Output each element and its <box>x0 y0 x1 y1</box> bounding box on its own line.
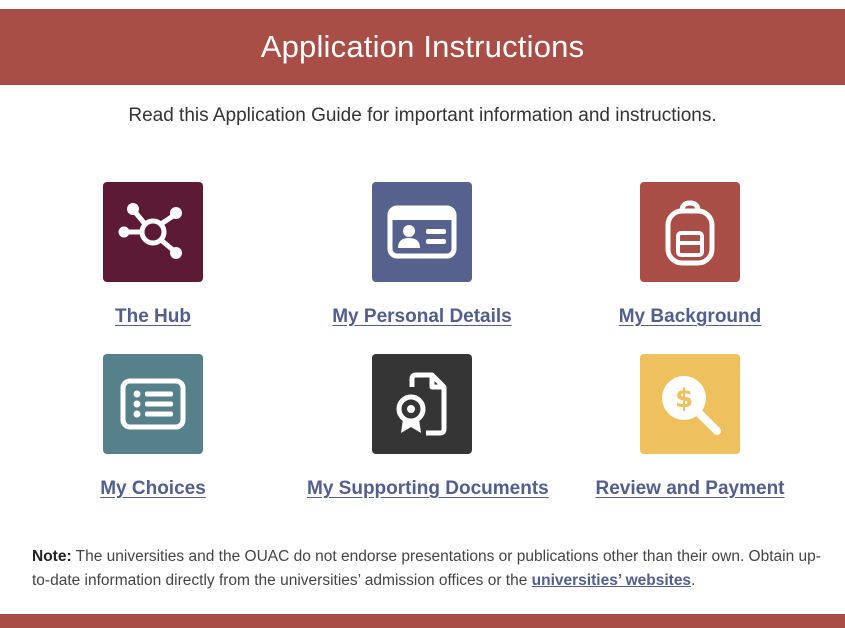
dollar-search-icon <box>655 369 725 439</box>
page-title: Application Instructions <box>260 29 585 64</box>
backpack-icon <box>660 197 720 267</box>
the-hub-link[interactable]: The Hub <box>115 306 191 327</box>
hub-network-icon <box>115 194 191 270</box>
page-header <box>0 9 845 85</box>
footer-bar <box>0 614 845 628</box>
personal-details-tile-box[interactable] <box>372 182 472 282</box>
tile-the-hub <box>38 182 268 328</box>
note-text: The universities and the OUAC do not endorse presentations or publications other than their own. Obtain up-to-date information directly from the universities’ admission offices or the <box>32 548 821 589</box>
intro-text: Read this Application Guide for important information and instructions. <box>128 105 717 126</box>
tile-my-choices <box>38 354 268 500</box>
id-card-icon <box>387 204 457 260</box>
review-payment-tile-box[interactable] <box>640 354 740 454</box>
supporting-documents-tile-box[interactable] <box>372 354 472 454</box>
disclaimer-note <box>32 545 822 593</box>
svg-text:$: $ <box>674 384 694 414</box>
tile-my-background <box>575 182 805 328</box>
note-label: Note: <box>32 548 72 565</box>
tile-my-personal-details <box>307 182 537 328</box>
tile-my-supporting-documents <box>307 354 549 500</box>
my-personal-details-link[interactable]: My Personal Details <box>332 306 512 327</box>
note-end: . <box>691 572 696 589</box>
review-and-payment-link[interactable]: Review and Payment <box>595 478 785 499</box>
choices-tile-box[interactable] <box>103 354 203 454</box>
my-supporting-documents-link[interactable]: My Supporting Documents <box>307 478 549 499</box>
hub-tile-box[interactable] <box>103 182 203 282</box>
tile-review-and-payment <box>575 354 805 500</box>
my-choices-link[interactable]: My Choices <box>100 478 206 499</box>
background-tile-box[interactable] <box>640 182 740 282</box>
document-certificate-icon <box>392 369 452 439</box>
my-background-link[interactable]: My Background <box>618 306 762 327</box>
universities-websites-link[interactable]: universities’ websites <box>531 572 692 589</box>
list-icon <box>120 378 186 430</box>
